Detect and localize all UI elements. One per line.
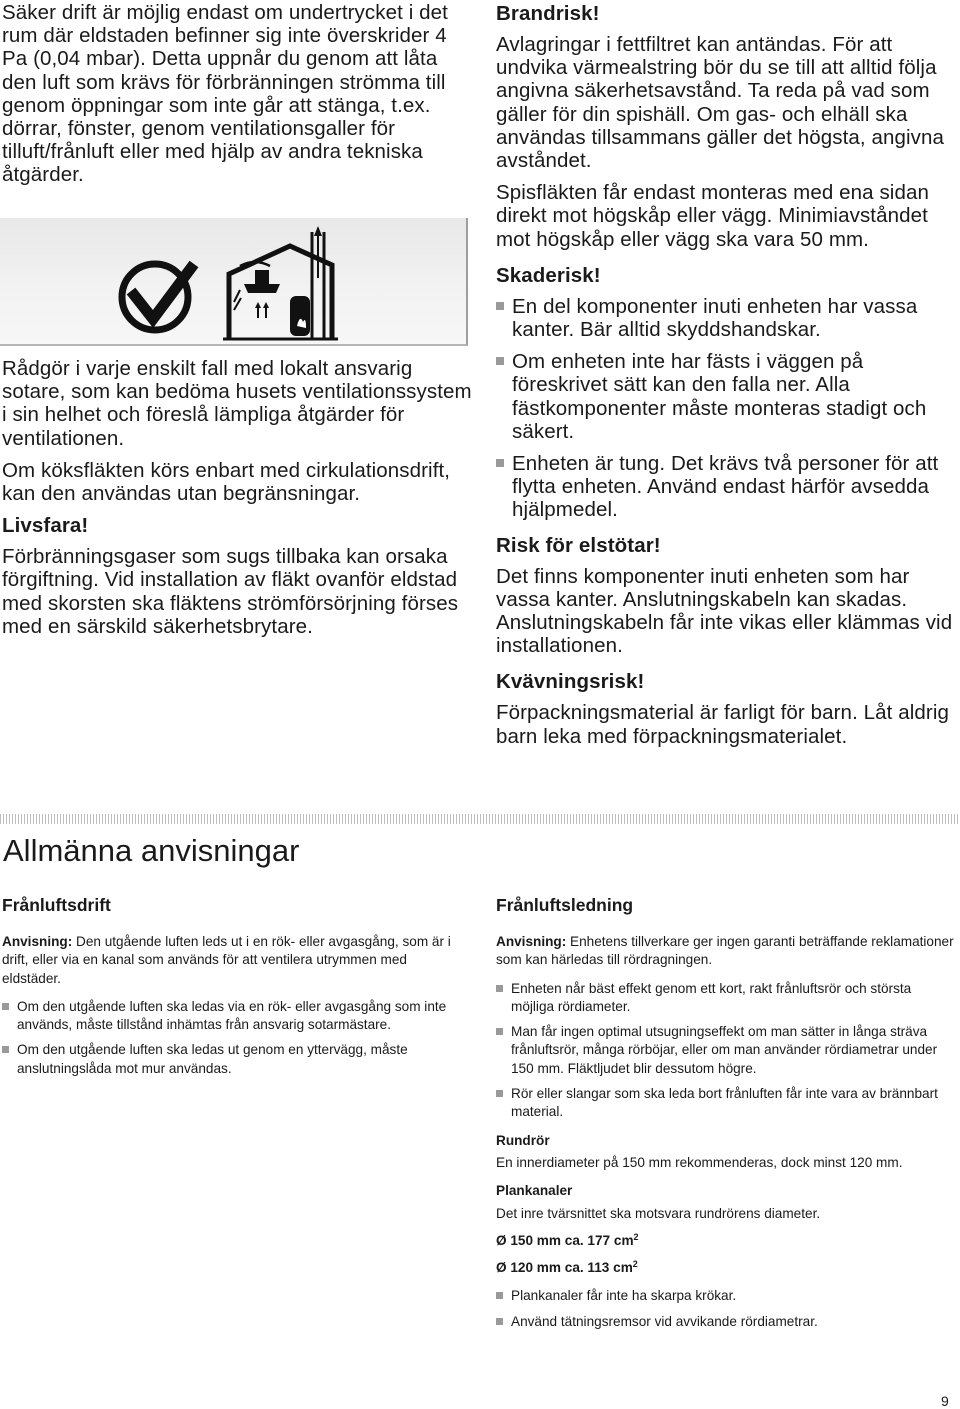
consult-paragraph: Rådgör i varje enskilt fall med lokalt ansvarig sotare, som kan bedöma husets ventilationssystem i sin helhet och föreslå lämpliga åtgärder för ventilationen. (2, 357, 472, 450)
round-paragraph: En innerdiameter på 150 mm rekommenderas, dock minst 120 mm. (496, 1154, 903, 1170)
shock-heading: Risk för elstötar! (496, 533, 661, 557)
right-column (496, 2, 958, 757)
exhaust-section (2, 895, 468, 1085)
size-120: Ø 120 mm ca. 113 cm (496, 1260, 633, 1276)
intro-paragraph: Säker drift är möjlig endast om undertrycket i det rum där eldstaden befinner sig inte överskrider 4 Pa (0,04 mbar). Detta uppnår du genom att låta den luft som krävs för förbränningen strömma till genom öppningar som inte går att stänga, t.ex. dörrar, fönster, genom ventilationsgaller för tilluft/frånluft eller med hjälp av andra tekniska åtgärder. (2, 1, 448, 187)
suffocation-heading: Kvävningsrisk! (496, 670, 645, 694)
damage-item: Enheten är tung. Det krävs två personer för att flytta enheten. Använd endast härför avsedda hjälpmedel. (496, 452, 958, 522)
size-line-150 (496, 1228, 958, 1250)
ventilation-illustration (0, 218, 468, 346)
page-number: 9 (941, 1393, 949, 1409)
flat-item: Använd tätningsremsor vid avvikande rördiametrar. (496, 1313, 958, 1331)
duct-item: Enheten når bäst effekt genom ett kort, rakt frånluftsrör och största möjliga rördiameter. (496, 980, 958, 1017)
flat-heading: Plankanaler (496, 1183, 573, 1199)
duct-section (496, 895, 958, 1338)
fire-paragraph-2: Spisfläkten får endast monteras med ena sidan direkt mot högskåp eller vägg. Minimiavståndet mot högskåp eller vägg ska vara 50 mm. (496, 181, 929, 251)
duct-note (496, 933, 958, 970)
duct-item: Man får ingen optimal utsugningseffekt om man sätter in långa sträva frånluftsrör, många rörböjar, eller om man använder rördiametrar under 150 mm. Fläktljudet blir dessutom högre. (496, 1023, 958, 1078)
fire-heading: Brandrisk! (496, 2, 600, 25)
damage-item: En del komponenter inuti enheten har vassa kanter. Bär alltid skyddshandskar. (496, 295, 958, 341)
exhaust-note (2, 933, 468, 988)
shock-paragraph: Det finns komponenter inuti enheten som har vassa kanter. Anslutningskabeln kan skadas. Anslutningskabeln får inte vikas eller klämmas vid installationen. (496, 564, 953, 658)
duct-item: Rör eller slangar som ska leda bort frånluften får inte vara av brännbart material. (496, 1085, 958, 1122)
size-line-120 (496, 1255, 958, 1277)
superscript: 2 (633, 1231, 639, 1242)
danger-paragraph: Förbränningsgaser som sugs tillbaka kan orsaka förgiftning. Vid installation av fläkt ovanför eldstad med skorsten ska fläktens strömförsörjning förses med en särskild säkerhetsbrytare. (2, 545, 459, 638)
note-text: Den utgående luften leds ut i en rök- eller avgasgång, som är i drift, eller via en kanal som används för att ventilera utrymmen med eldstäder. (2, 934, 451, 986)
section-title: Allmänna anvisningar (3, 833, 300, 868)
circulation-paragraph: Om köksfläkten körs enbart med cirkulationsdrift, kan den användas utan begränsningar. (2, 458, 451, 506)
fire-paragraph-1: Avlagringar i fettfiltret kan antändas. För att undvika värmealstring bör du se till att alltid följa angivna säkerhetsavstånd. Ta reda på vad som gäller för din spishäll. Om gas- och elhäll ska användas tillsammans gäller det högsta, angivna avståndet. (496, 33, 944, 173)
note-label: Anvisning: (2, 934, 73, 949)
note-text: Enhetens tillverkare ger ingen garanti beträffande reklamationer som kan härledas till rördragningen. (496, 934, 954, 968)
superscript: 2 (632, 1259, 638, 1270)
damage-item: Om enheten inte har fästs i väggen på föreskrivet sätt kan den falla ner. Alla fästkomponenter måste monteras stadigt och säkert. (496, 350, 958, 443)
left-column (2, 1, 472, 196)
exhaust-item: Om den utgående luften ska ledas ut genom en yttervägg, måste anslutningslåda mot mur användas. (2, 1041, 468, 1078)
flat-item: Plankanaler får inte ha skarpa krökar. (496, 1287, 958, 1305)
damage-heading: Skaderisk! (496, 263, 601, 287)
left-column-lower (2, 357, 472, 647)
danger-heading: Livsfara! (2, 514, 89, 538)
house-ventilation-icon (0, 218, 466, 344)
round-heading: Rundrör (496, 1132, 550, 1148)
flat-paragraph: Det inre tvärsnittet ska motsvara rundrörens diameter. (496, 1205, 821, 1221)
duct-heading: Frånluftsledning (496, 895, 634, 915)
section-divider (0, 814, 960, 824)
exhaust-heading: Frånluftsdrift (2, 895, 111, 915)
note-label: Anvisning: (496, 934, 567, 949)
size-150: Ø 150 mm ca. 177 cm (496, 1232, 634, 1248)
suffocation-paragraph: Förpackningsmaterial är farligt för barn. Låt aldrig barn leka med förpackningsmaterialet. (496, 701, 949, 748)
exhaust-item: Om den utgående luften ska ledas via en rök- eller avgasgång som inte används, måste tillstånd inhämtas från ansvarig sotarmästare. (2, 998, 468, 1035)
